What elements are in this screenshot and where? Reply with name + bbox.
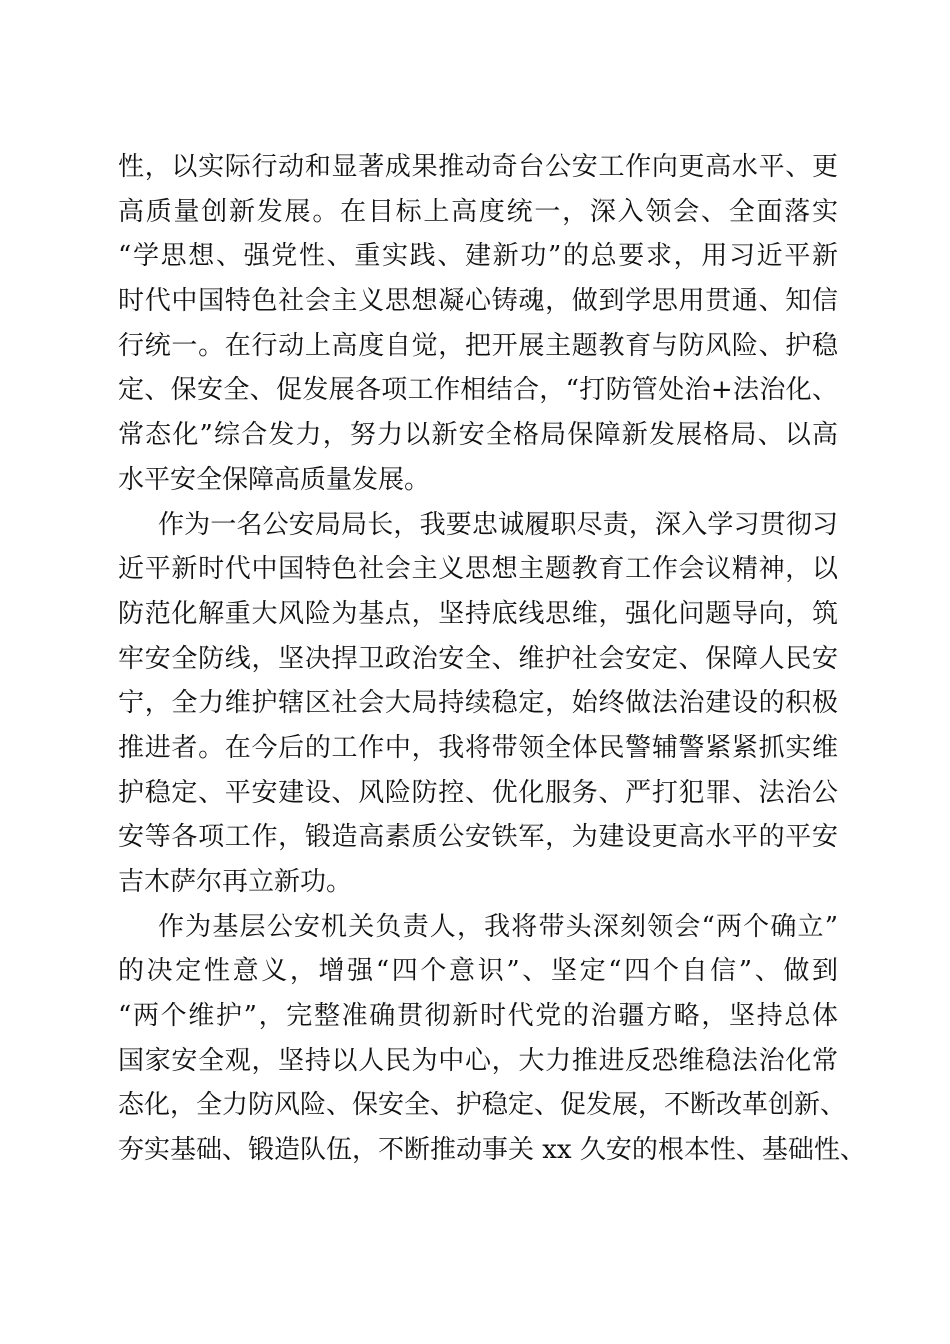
text-line: 态化，全力防风险、保安全、护稳定、促发展，不断改革创新、: [118, 1090, 847, 1121]
body-text: [118, 145, 866, 1173]
text-line: 时代中国特色社会主义思想凝心铸魂，做到学思用贯通、知信: [118, 286, 838, 317]
text-line: 宁，全力维护辖区社会大局持续稳定，始终做法治建设的积极: [118, 688, 838, 719]
paragraph-2: [118, 503, 838, 905]
paragraph-3: [118, 905, 866, 1173]
text-line: 水平安全保障高质量发展。: [118, 464, 431, 495]
text-line: 作为一名公安局局长，我要忠诚履职尽责，深入学习贯彻习: [158, 509, 838, 540]
text-line: 近平新时代中国特色社会主义思想主题教育工作会议精神，以: [118, 554, 838, 585]
text-line: 的决定性意义，增强“四个意识”、坚定“四个自信”、做到: [118, 956, 838, 987]
text-line: 护稳定、平安建设、风险防控、优化服务、严打犯罪、法治公: [118, 777, 838, 808]
text-line: 牢安全防线，坚决捍卫政治安全、维护社会安定、保障人民安: [118, 643, 838, 674]
text-line: 性，以实际行动和显著成果推动奇台公安工作向更高水平、更: [118, 152, 838, 182]
text-line: 防范化解重大风险为基点，坚持底线思维，强化问题导向，筑: [118, 598, 838, 629]
text-line: 常态化”综合发力，努力以新安全格局保障新发展格局、以高: [118, 420, 838, 451]
text-line: “学思想、强党性、重实践、建新功”的总要求，用习近平新: [118, 241, 838, 272]
text-line: 夯实基础、锻造队伍，不断推动事关 xx 久安的根本性、基础性、: [118, 1135, 866, 1166]
text-line: 吉木萨尔再立新功。: [118, 867, 353, 897]
text-line: 作为基层公安机关负责人，我将带头深刻领会“两个确立”: [158, 911, 838, 942]
text-line: 国家安全观，坚持以人民为中心，大力推进反恐维稳法治化常: [118, 1045, 838, 1076]
paragraph-1: [118, 145, 838, 503]
text-line: 高质量创新发展。在目标上高度统一，深入领会、全面落实: [118, 196, 838, 227]
text-line: “两个维护”，完整准确贯彻新时代党的治疆方略，坚持总体: [118, 1001, 838, 1032]
text-line: 定、保安全、促发展各项工作相结合，“打防管处治+法治化、: [118, 375, 838, 406]
text-line: 推进者。在今后的工作中，我将带领全体民警辅警紧紧抓实维: [118, 732, 838, 763]
text-line: 行统一。在行动上高度自觉，把开展主题教育与防风险、护稳: [118, 330, 838, 361]
text-line: 安等各项工作，锻造高素质公安铁军，为建设更高水平的平安: [118, 822, 838, 853]
